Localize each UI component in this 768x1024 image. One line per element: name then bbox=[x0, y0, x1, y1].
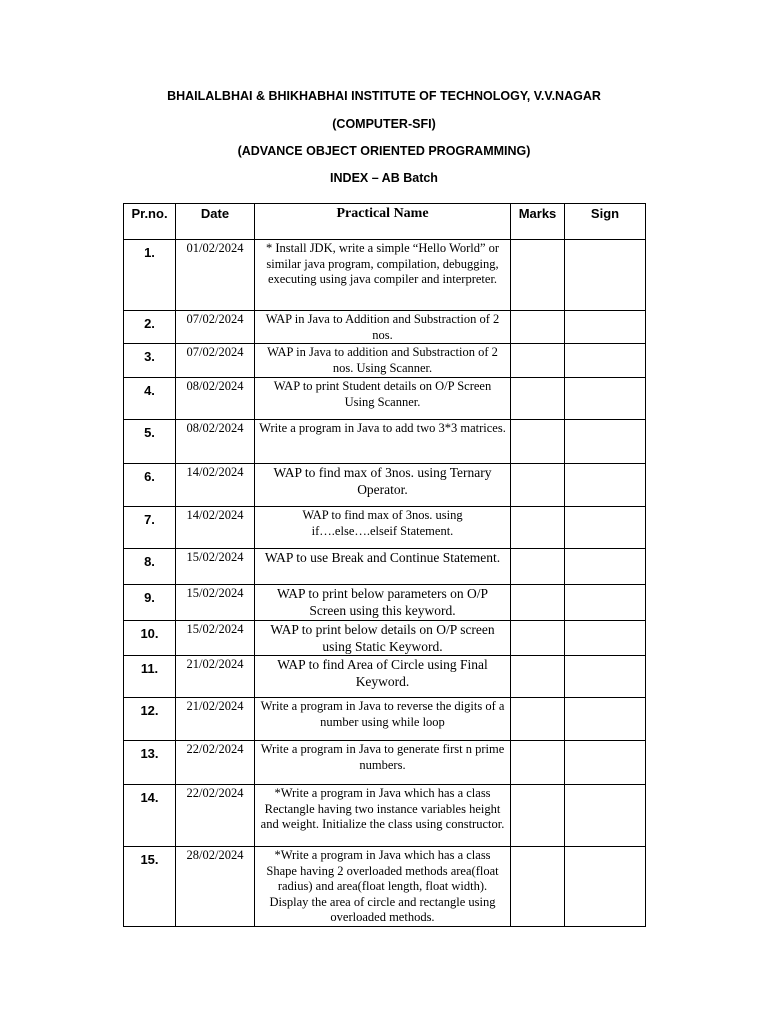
row-marks bbox=[511, 656, 565, 698]
row-practical-name: Write a program in Java to generate first n prime numbers. bbox=[255, 741, 511, 785]
row-number: 11. bbox=[124, 656, 176, 698]
column-header-date: Date bbox=[176, 204, 255, 240]
row-marks bbox=[511, 311, 565, 344]
row-number: 15. bbox=[124, 847, 176, 927]
department-title: (COMPUTER-SFI) bbox=[332, 117, 436, 131]
row-date: 15/02/2024 bbox=[176, 549, 255, 585]
table-row bbox=[124, 585, 646, 621]
row-marks bbox=[511, 507, 565, 549]
row-marks bbox=[511, 549, 565, 585]
table-header-row bbox=[124, 204, 646, 240]
row-practical-name: WAP to print below parameters on O/P Screen using this keyword. bbox=[255, 585, 511, 621]
row-marks bbox=[511, 378, 565, 420]
row-sign bbox=[565, 656, 646, 698]
row-practical-name: *Write a program in Java which has a class Rectangle having two instance variables height and weight. Initialize the class using constructor. bbox=[255, 785, 511, 847]
row-practical-name: WAP to print below details on O/P screen using Static Keyword. bbox=[255, 621, 511, 656]
table-row bbox=[124, 240, 646, 311]
row-date: 14/02/2024 bbox=[176, 464, 255, 507]
row-number: 12. bbox=[124, 698, 176, 741]
column-header-marks: Marks bbox=[511, 204, 565, 240]
row-date: 01/02/2024 bbox=[176, 240, 255, 311]
table-row bbox=[124, 420, 646, 464]
row-number: 1. bbox=[124, 240, 176, 311]
table-row bbox=[124, 507, 646, 549]
row-number: 9. bbox=[124, 585, 176, 621]
table-row bbox=[124, 378, 646, 420]
row-practical-name: * Install JDK, write a simple “Hello World” or similar java program, compilation, debugging, executing using java compiler and interpreter. bbox=[255, 240, 511, 311]
row-date: 28/02/2024 bbox=[176, 847, 255, 927]
row-date: 08/02/2024 bbox=[176, 420, 255, 464]
row-number: 8. bbox=[124, 549, 176, 585]
row-sign bbox=[565, 585, 646, 621]
table-row bbox=[124, 549, 646, 585]
row-date: 21/02/2024 bbox=[176, 656, 255, 698]
row-marks bbox=[511, 344, 565, 378]
row-date: 14/02/2024 bbox=[176, 507, 255, 549]
row-date: 15/02/2024 bbox=[176, 621, 255, 656]
row-date: 22/02/2024 bbox=[176, 785, 255, 847]
row-practical-name: Write a program in Java to add two 3*3 matrices. bbox=[255, 420, 511, 464]
institute-title: BHAILALBHAI & BHIKHABHAI INSTITUTE OF TECHNOLOGY, V.V.NAGAR bbox=[167, 89, 601, 103]
row-date: 07/02/2024 bbox=[176, 311, 255, 344]
row-number: 7. bbox=[124, 507, 176, 549]
row-marks bbox=[511, 585, 565, 621]
row-practical-name: WAP to find Area of Circle using Final Keyword. bbox=[255, 656, 511, 698]
row-number: 10. bbox=[124, 621, 176, 656]
row-marks bbox=[511, 847, 565, 927]
subject-title: (ADVANCE OBJECT ORIENTED PROGRAMMING) bbox=[237, 144, 531, 158]
row-number: 3. bbox=[124, 344, 176, 378]
index-title: INDEX – AB Batch bbox=[330, 171, 438, 185]
row-sign bbox=[565, 344, 646, 378]
row-date: 21/02/2024 bbox=[176, 698, 255, 741]
row-marks bbox=[511, 741, 565, 785]
row-practical-name: WAP to print Student details on O/P Screen Using Scanner. bbox=[255, 378, 511, 420]
table-row bbox=[124, 311, 646, 344]
table-row bbox=[124, 847, 646, 927]
row-sign bbox=[565, 507, 646, 549]
table-row bbox=[124, 785, 646, 847]
row-practical-name: WAP to find max of 3nos. using Ternary Operator. bbox=[255, 464, 511, 507]
row-number: 5. bbox=[124, 420, 176, 464]
row-date: 22/02/2024 bbox=[176, 741, 255, 785]
column-header-practical-name: Practical Name bbox=[255, 204, 511, 240]
table-row bbox=[124, 741, 646, 785]
row-sign bbox=[565, 847, 646, 927]
row-marks bbox=[511, 621, 565, 656]
row-marks bbox=[511, 240, 565, 311]
row-sign bbox=[565, 741, 646, 785]
row-sign bbox=[565, 378, 646, 420]
column-header-prno: Pr.no. bbox=[124, 204, 176, 240]
row-marks bbox=[511, 698, 565, 741]
table-row bbox=[124, 656, 646, 698]
table-row bbox=[124, 621, 646, 656]
row-practical-name: Write a program in Java to reverse the digits of a number using while loop bbox=[255, 698, 511, 741]
row-marks bbox=[511, 420, 565, 464]
row-practical-name: WAP to use Break and Continue Statement. bbox=[255, 549, 511, 585]
row-sign bbox=[565, 240, 646, 311]
row-date: 15/02/2024 bbox=[176, 585, 255, 621]
row-sign bbox=[565, 621, 646, 656]
column-header-sign: Sign bbox=[565, 204, 646, 240]
row-marks bbox=[511, 785, 565, 847]
row-sign bbox=[565, 464, 646, 507]
row-number: 4. bbox=[124, 378, 176, 420]
row-number: 13. bbox=[124, 741, 176, 785]
row-practical-name: WAP to find max of 3nos. using if….else….elseif Statement. bbox=[255, 507, 511, 549]
row-sign bbox=[565, 420, 646, 464]
practical-index-table bbox=[123, 203, 646, 927]
row-sign bbox=[565, 785, 646, 847]
table-row bbox=[124, 344, 646, 378]
table-row bbox=[124, 698, 646, 741]
row-number: 14. bbox=[124, 785, 176, 847]
row-number: 2. bbox=[124, 311, 176, 344]
row-date: 07/02/2024 bbox=[176, 344, 255, 378]
table-row bbox=[124, 464, 646, 507]
row-marks bbox=[511, 464, 565, 507]
row-practical-name: *Write a program in Java which has a class Shape having 2 overloaded methods area(float radius) and area(float length, float width). Display the area of circle and rectangle using overloaded methods. bbox=[255, 847, 511, 927]
row-date: 08/02/2024 bbox=[176, 378, 255, 420]
row-practical-name: WAP in Java to addition and Substraction of 2 nos. Using Scanner. bbox=[255, 344, 511, 378]
row-practical-name: WAP in Java to Addition and Substraction of 2 nos. bbox=[255, 311, 511, 344]
row-sign bbox=[565, 311, 646, 344]
row-sign bbox=[565, 698, 646, 741]
row-number: 6. bbox=[124, 464, 176, 507]
row-sign bbox=[565, 549, 646, 585]
